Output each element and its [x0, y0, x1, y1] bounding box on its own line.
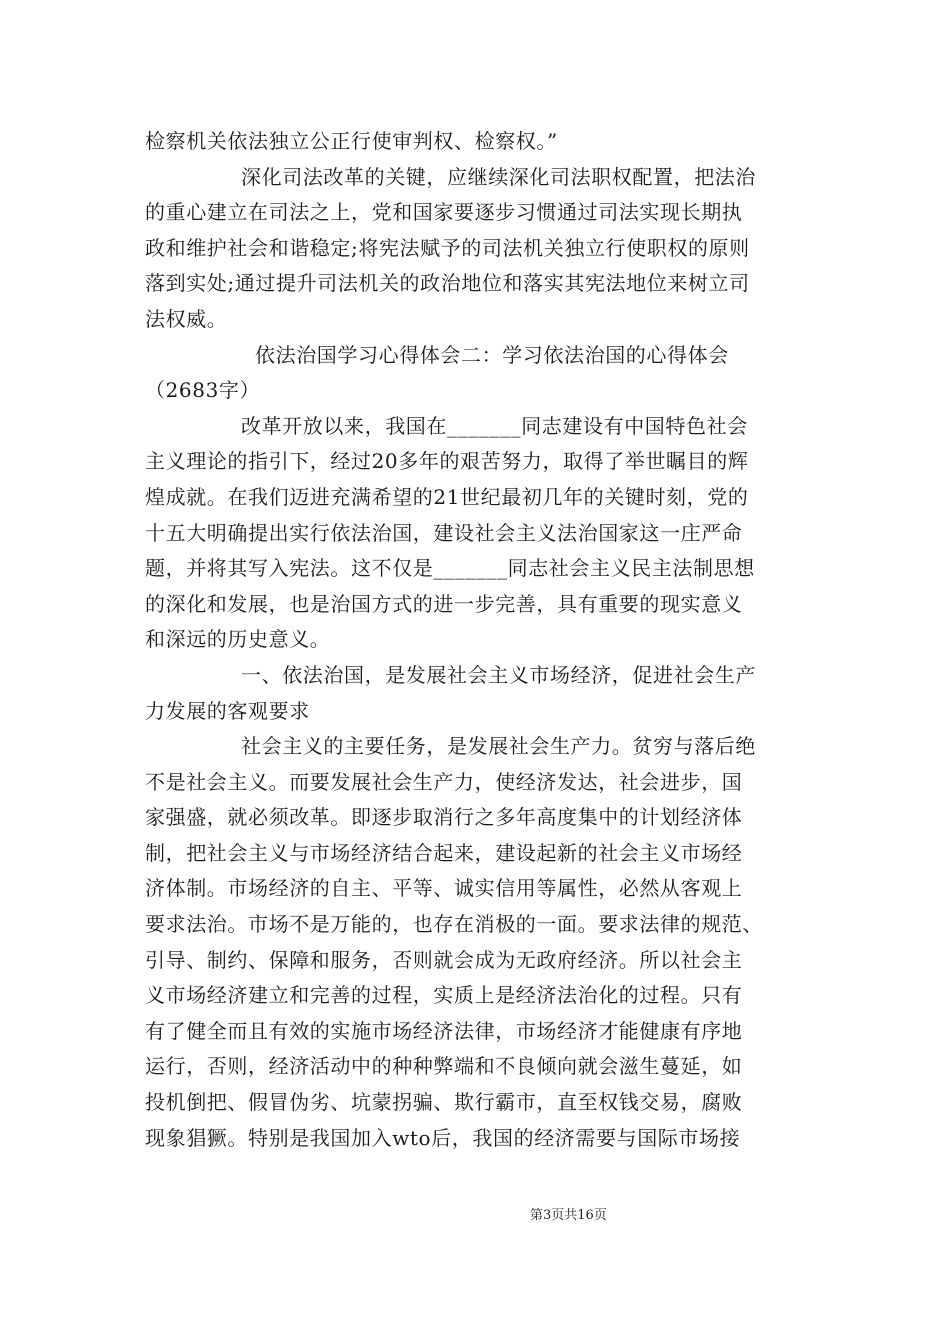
text-line: 和深远的历史意义。: [145, 627, 331, 652]
text-line: 济体制。市场经济的自主、平等、诚实信用等属性，必然从客观上: [145, 876, 743, 901]
text-line: 主义理论的指引下，经过20多年的艰苦努力，取得了举世瞩目的辉: [145, 449, 749, 474]
text-line: 不是社会主义。而要发展社会生产力，使经济发达，社会进步，国: [145, 769, 743, 794]
text-line: 运行，否则，经济活动中的种种弊端和不良倾向就会滋生蔓延，如: [145, 1054, 743, 1079]
text-line: 要求法治。市场不是万能的，也存在消极的一面。要求法律的规范、: [145, 912, 763, 937]
text-line: 投机倒把、假冒伪劣、坑蒙拐骗、欺行霸市，直至权钱交易，腐败: [145, 1090, 743, 1115]
section-heading: 依法治国学习心得体会二：学习依法治国的心得体会: [255, 342, 729, 367]
text-line: 义市场经济建立和完善的过程，实质上是经济法治化的过程。只有: [145, 983, 743, 1008]
paragraph-start: 社会主义的主要任务，是发展社会生产力。贫穷与落后绝: [241, 734, 756, 759]
text-line: 的重心建立在司法之上，党和国家要逐步习惯通过司法实现长期执: [145, 200, 743, 225]
text-line: 有了健全而且有效的实施市场经济法律，市场经济才能健康有序地: [145, 1018, 743, 1043]
text-line: 的深化和发展，也是治国方式的进一步完善，具有重要的现实意义: [145, 591, 743, 616]
paragraph-start: 深化司法改革的关键，应继续深化司法职权配置，把法治: [241, 164, 756, 189]
text-line: 现象猖獗。特别是我国加入wto后，我国的经济需要与国际市场接: [145, 1125, 741, 1150]
text-line: 引导、制约、保障和服务，否则就会成为无政府经济。所以社会主: [145, 947, 743, 972]
page-number-footer: 第3页共16页: [530, 1208, 607, 1223]
section-heading-wordcount: （2683字）: [145, 378, 261, 403]
text-line: 家强盛，就必须改革。即逐步取消行之多年高度集中的计划经济体: [145, 805, 743, 830]
subheading: 一、依法治国，是发展社会主义市场经济，促进社会生产: [241, 662, 756, 687]
text-line: 政和维护社会和谐稳定;将宪法赋予的司法机关独立行使职权的原则: [145, 235, 750, 260]
text-line: 题，并将其写入宪法。这不仅是_______同志社会主义民主法制思想: [145, 556, 755, 581]
text-line: 落到实处;通过提升司法机关的政治地位和落实其宪法地位来树立司: [145, 271, 750, 296]
text-line: 检察机关依法独立公正行使审判权、检察权。”: [145, 129, 558, 153]
text-line: 十五大明确提出实行依法治国，建设社会主义法治国家这一庄严命: [145, 520, 743, 545]
paragraph-start: 改革开放以来，我国在_______同志建设有中国特色社会: [241, 413, 748, 438]
subheading-cont: 力发展的客观要求: [145, 698, 310, 723]
text-line: 法权威。: [145, 306, 228, 331]
text-line: 制，把社会主义与市场经济结合起来，建设起新的社会主义市场经: [145, 840, 743, 865]
document-body: [145, 124, 815, 1156]
text-line: 煌成就。在我们迈进充满希望的21世纪最初几年的关键时刻，党的: [145, 484, 749, 509]
